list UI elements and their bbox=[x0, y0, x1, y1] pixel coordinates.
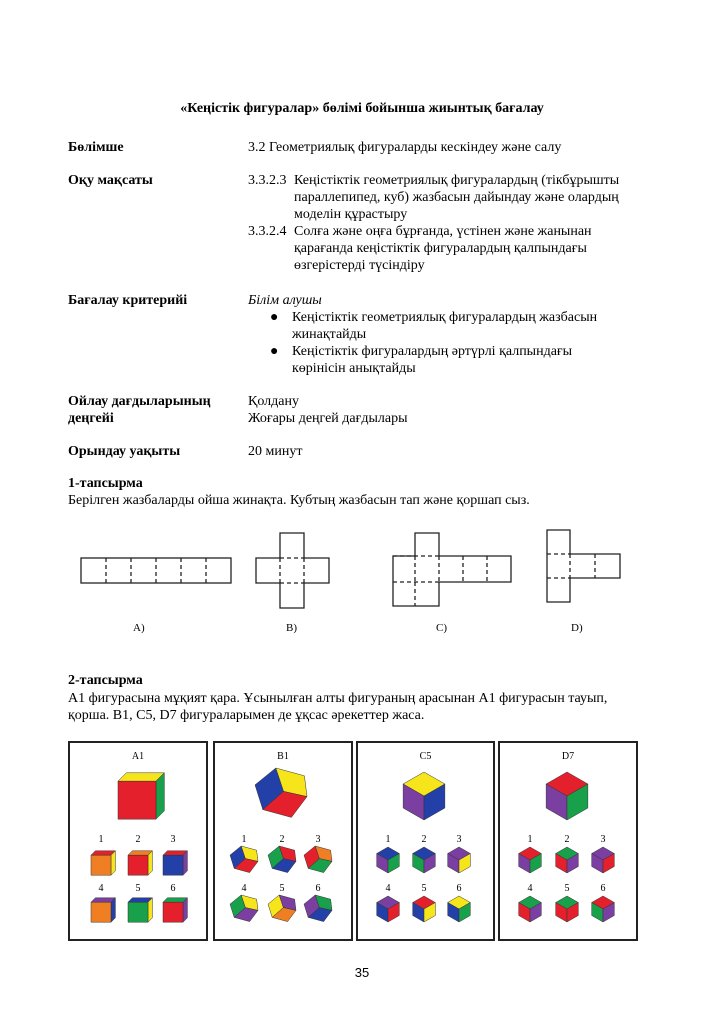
bullet-icon: ● bbox=[270, 310, 279, 325]
task2-text-line: қорша. В1, С5, D7 фигураларымен де ұқсас әрекеттер жаса. bbox=[68, 708, 425, 723]
thinking-label-line: деңгейі bbox=[68, 411, 114, 426]
cube-icon bbox=[556, 896, 579, 922]
cube-icon bbox=[448, 847, 471, 873]
objective-text: қарағанда кеңістіктік фигуралардың қалпындағы bbox=[294, 241, 587, 256]
objective-text: параллепипед, куб) жазбасын дайындау және олардың bbox=[294, 190, 619, 205]
cube-icon bbox=[556, 847, 579, 873]
option-number: 1 bbox=[527, 834, 533, 845]
cube-icon bbox=[230, 846, 258, 873]
option-number: 5 bbox=[279, 883, 285, 894]
cube-icon bbox=[91, 898, 115, 922]
option-number: 5 bbox=[421, 883, 427, 894]
criteria-text: жинақтайды bbox=[292, 327, 367, 342]
page-title: «Кеңістік фигуралар» бөлімі бойынша жиынтық бағалау bbox=[180, 101, 544, 116]
option-number: 2 bbox=[279, 834, 285, 845]
net-b-label: B) bbox=[286, 622, 297, 634]
objective-text: өзгерістерді түсіндіру bbox=[294, 258, 425, 273]
cube-icon bbox=[128, 898, 152, 922]
panel-title: D7 bbox=[561, 751, 575, 762]
net-c-label: C) bbox=[436, 622, 447, 634]
task1-text: Берілген жазбаларды ойша жинақта. Кубтың жазбасын тап және қоршап сыз. bbox=[68, 493, 530, 508]
net-d-label: D) bbox=[571, 622, 583, 634]
option-number: 6 bbox=[315, 883, 321, 894]
cube-icon bbox=[448, 896, 471, 922]
cube-icon bbox=[230, 895, 258, 922]
net-a-label: A) bbox=[133, 622, 145, 634]
objective-code: 3.3.2.4 bbox=[248, 224, 287, 239]
objective-text: Кеңістіктік геометриялық фигуралардың (тікбұрышты bbox=[294, 173, 620, 188]
cube-icon bbox=[118, 773, 164, 819]
option-number: 2 bbox=[564, 834, 570, 845]
cube-icon bbox=[304, 846, 332, 873]
option-number: 6 bbox=[456, 883, 462, 894]
criteria-text: Кеңістіктік фигуралардың әртүрлі қалпындағы bbox=[292, 344, 573, 359]
cube-icon bbox=[592, 847, 615, 873]
option-number: 3 bbox=[170, 834, 176, 845]
criteria-intro: Білім алушы bbox=[248, 293, 322, 308]
cube-icon bbox=[377, 847, 400, 873]
criteria-label: Бағалау критерийі bbox=[68, 293, 188, 308]
option-number: 5 bbox=[135, 883, 141, 894]
panel-title: A1 bbox=[131, 751, 145, 762]
time-label: Орындау уақыты bbox=[68, 444, 181, 459]
objectives-label: Оқу мақсаты bbox=[68, 173, 153, 188]
panel-title: B1 bbox=[277, 751, 289, 762]
task2-heading: 2-тапсырма bbox=[68, 673, 143, 688]
objective-text: моделін құрастыру bbox=[294, 207, 408, 222]
option-number: 3 bbox=[456, 834, 462, 845]
thinking-value-line: Қолдану bbox=[248, 394, 299, 409]
option-number: 2 bbox=[135, 834, 141, 845]
option-number: 2 bbox=[421, 834, 427, 845]
cube-icon bbox=[413, 896, 436, 922]
criteria-text: Кеңістіктік геометриялық фигуралардың жазбасын bbox=[292, 310, 598, 325]
task1-heading: 1-тапсырма bbox=[68, 476, 143, 491]
option-number: 6 bbox=[600, 883, 606, 894]
cube-icon bbox=[519, 896, 542, 922]
cube-icon bbox=[304, 895, 332, 922]
option-number: 4 bbox=[385, 883, 391, 894]
cube-icon bbox=[519, 847, 542, 873]
criteria-text: көрінісін анықтайды bbox=[292, 361, 416, 376]
cube-icon bbox=[592, 896, 615, 922]
objective-text: Солға және оңға бұрғанда, үстінен және жанынан bbox=[294, 224, 592, 239]
cube-icon bbox=[255, 768, 307, 817]
option-number: 3 bbox=[600, 834, 606, 845]
cube-icon bbox=[91, 851, 115, 875]
thinking-label-line: Ойлау дағдыларының bbox=[68, 394, 211, 409]
cube-icon bbox=[546, 772, 588, 820]
cube-icon bbox=[163, 898, 187, 922]
cube-icon bbox=[268, 846, 296, 873]
section-label: Бөлімше bbox=[68, 140, 124, 155]
cube-icon bbox=[413, 847, 436, 873]
cube-icon bbox=[377, 896, 400, 922]
cube-icon bbox=[163, 851, 187, 875]
option-number: 5 bbox=[564, 883, 570, 894]
objective-code: 3.3.2.3 bbox=[248, 173, 287, 188]
cube-icon bbox=[268, 895, 296, 922]
option-number: 1 bbox=[385, 834, 391, 845]
cube-icon bbox=[403, 772, 445, 820]
option-number: 3 bbox=[315, 834, 321, 845]
option-number: 4 bbox=[98, 883, 104, 894]
section-value: 3.2 Геометриялық фигураларды кескіндеу және салу bbox=[248, 140, 562, 155]
page-number: 35 bbox=[354, 965, 370, 980]
option-number: 4 bbox=[527, 883, 533, 894]
cube-icon bbox=[128, 851, 152, 875]
option-number: 1 bbox=[98, 834, 104, 845]
option-number: 6 bbox=[170, 883, 176, 894]
time-value: 20 минут bbox=[248, 444, 303, 459]
task2-text-line: А1 фигурасына мұқият қара. Ұсынылған алты фигураның арасынан А1 фигурасын тауып, bbox=[68, 691, 608, 706]
bullet-icon: ● bbox=[270, 344, 279, 359]
option-number: 4 bbox=[241, 883, 247, 894]
panel-title: C5 bbox=[419, 751, 432, 762]
thinking-value-line: Жоғары деңгей дағдылары bbox=[248, 411, 408, 426]
option-number: 1 bbox=[241, 834, 247, 845]
